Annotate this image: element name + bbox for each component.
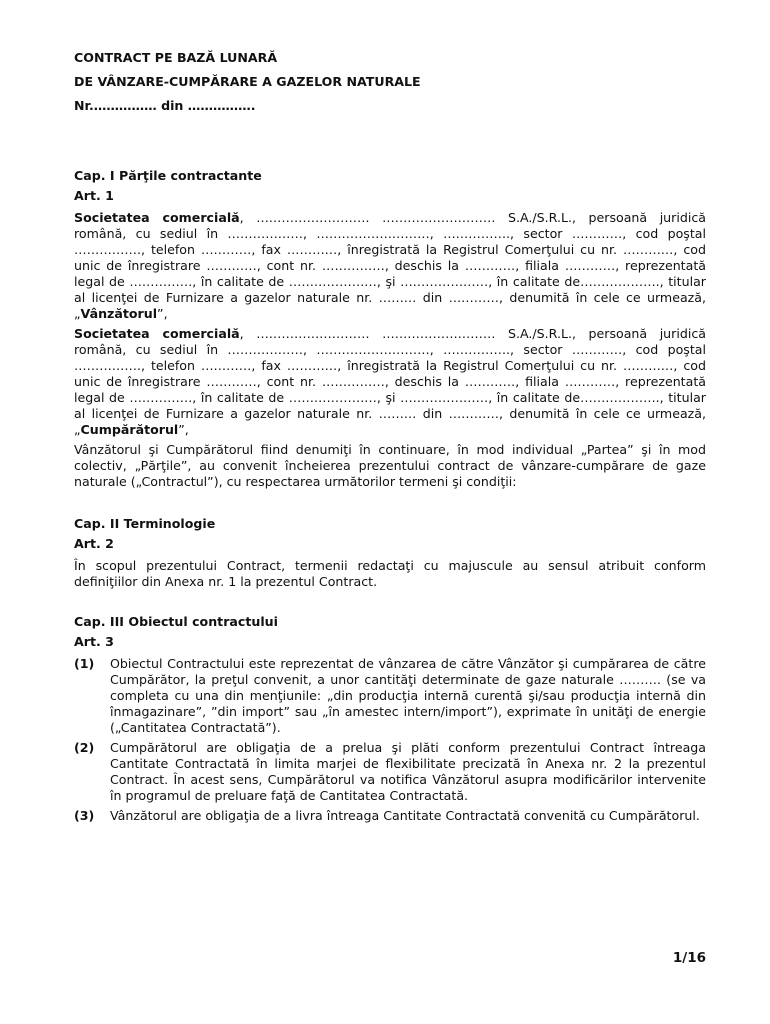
contract-title-line-1: CONTRACT PE BAZĂ LUNARĂ	[74, 50, 278, 65]
party-buyer-role: Cumpărătorul	[80, 422, 179, 437]
page-number: 1/16	[672, 950, 706, 966]
contract-title-line-2: DE VÂNZARE-CUMPĂRARE A GAZELOR NATURALE	[74, 74, 421, 89]
document-page	[74, 50, 706, 828]
party-seller-role: Vânzătorul	[80, 306, 158, 321]
article-1-heading: Art. 1	[74, 188, 114, 203]
chapter-3-title: Cap. III Obiectul contractului	[74, 614, 278, 629]
party-buyer-label: Societatea comercială	[74, 326, 240, 341]
party-seller-paragraph	[74, 210, 706, 322]
chapter-1-title: Cap. I Părţile contractante	[74, 168, 262, 183]
parties-closing-paragraph: Vânzătorul şi Cumpărătorul fiind denumiţi în continuare, în mod individual „Partea” şi în mod colectiv, „Părţile”, au convenit încheierea prezentului contract de vânzare-cumpărare de gaze naturale („Contractul”), cu respectarea următorilor termeni şi condiţii:	[74, 442, 706, 489]
article-2-heading: Art. 2	[74, 536, 114, 551]
article-2-text: În scopul prezentului Contract, termenii redactaţi cu majuscule au sensul atribuit conform definiţiilor din Anexa nr. 1 la prezentul Contract.	[74, 558, 706, 589]
chapter-2-title: Cap. II Terminologie	[74, 516, 216, 531]
article-3-item-3	[74, 808, 706, 824]
item-number: (1)	[74, 656, 95, 671]
item-text: Obiectul Contractului este reprezentat de vânzarea de către Vânzător şi cumpărarea de către Cumpărător, la preţul convenit, a unor cantităţi determinate de gaze naturale ………. (se va completa cu una din menţiunile: „din producţia internă curentă şi/sau producţia internă din înmagazinare”, ”din import” sau „în amestec intern/import”), exprimate în unităţi de energie („Cantitatea Contractată”).	[110, 656, 706, 735]
party-seller-label: Societatea comercială	[74, 210, 240, 225]
party-seller-details: , ……………………… ……………………… S.A./S.R.L., persoană juridică română, cu sediul în ………………, ………………………, ……………., sector …………, cod poştal ……………., telefon …………, fax …………, înregistrată la Registrul Comerţului cu nr. …………, cod unic de înregistrare …………, cont nr. ……………, deschis la …………, filiala …………, reprezentată legal de ……………, în calitate de …………………, şi …………………, în calitate de………………., titular al licenţei de Furnizare a gazelor naturale nr. ……… din …………, denumită în cele ce urmează, „	[74, 210, 706, 321]
item-number: (2)	[74, 740, 95, 755]
party-seller-end: ”,	[157, 306, 168, 321]
contract-number-line: Nr.…………… din …………….	[74, 98, 256, 113]
item-text: Cumpărătorul are obligaţia de a prelua şi plăti conform prezentului Contract întreaga Cantitate Contractată în limita marjei de flexibilitate precizată în Anexa nr. 2 la prezentul Contract. În acest sens, Cumpărătorul va notifica Vânzătorul asupra modificărilor intervenite în programul de preluare faţă de Cantitatea Contractată.	[110, 740, 706, 803]
party-buyer-end: ”,	[178, 422, 189, 437]
party-buyer-paragraph	[74, 326, 706, 438]
article-3-heading: Art. 3	[74, 634, 114, 649]
article-3-item-1	[74, 656, 706, 736]
party-buyer-details: , ……………………… ……………………… S.A./S.R.L., persoană juridică română, cu sediul în ………………, ………………………, ……………., sector …………, cod poştal ……………., telefon …………, fax …………, înregistrată la Registrul Comerţului cu nr. …………, cod unic de înregistrare …………, cont nr. ……………, deschis la …………, filiala …………, reprezentată legal de ……………, în calitate de …………………, şi …………………, în calitate de………………., titular al licenţei de Furnizare a gazelor naturale nr. ……… din …………, denumită în cele ce urmează, „	[74, 326, 706, 437]
item-text: Vânzătorul are obligaţia de a livra întreaga Cantitate Contractată convenită cu Cumpărătorul.	[110, 808, 700, 823]
article-3-item-2	[74, 740, 706, 804]
item-number: (3)	[74, 808, 95, 823]
